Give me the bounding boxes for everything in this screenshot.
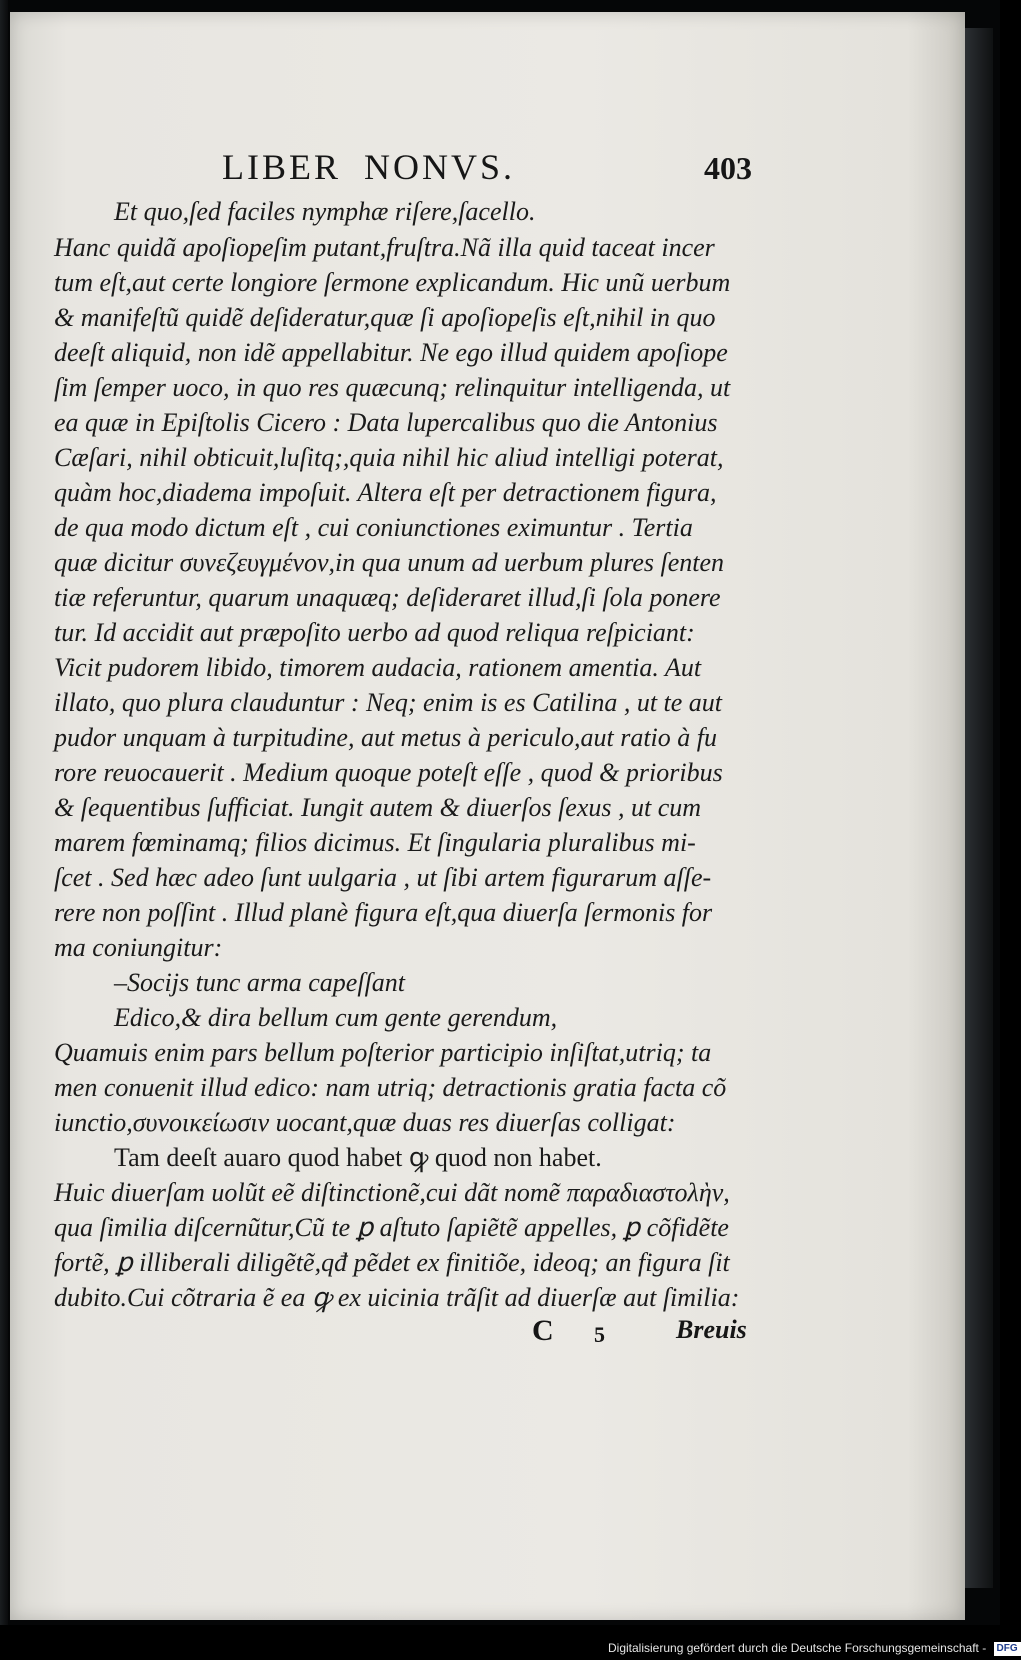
text-line: & manifeſtũ quidẽ deſideratur,quæ ſi apoſiopeſis eſt,nihil in quo bbox=[54, 303, 716, 332]
text-line: dubito.Cui cõtraria ẽ ea ꝙ ex uicinia trãſit ad diuerſæ aut ſimilia: bbox=[54, 1283, 740, 1312]
catchword: Breuis bbox=[676, 1315, 747, 1344]
text-line: ea quæ in Epiſtolis Cicero : Data lupercalibus quo die Antonius bbox=[54, 408, 718, 437]
verse-line: Edico,& dira bellum cum gente gerendum, bbox=[114, 1003, 558, 1032]
text-line: quæ dicitur συνεζευγμένον,in qua unum ad uerbum plures ſenten bbox=[54, 548, 725, 577]
text-line: Huic diuerſam uolũt eẽ diſtinctionẽ,cui dãt nomẽ παραδιαστολὴν, bbox=[54, 1178, 730, 1207]
text-line: fortẽ, ꝑ illiberali diligẽtẽ,qđ pẽdet ex finitiõe, ideoq; an figura ſit bbox=[54, 1248, 730, 1277]
text-line: rere non poſſint . Illud planè figura eſt,qua diuerſa ſermonis for bbox=[54, 898, 713, 927]
digitization-credit bbox=[608, 1638, 1018, 1658]
text-line: iunctio,συνοικείωσιν uocant,quæ duas res diuerſas colligat: bbox=[54, 1108, 676, 1137]
text-line: deeſt aliquid, non idẽ appellabitur. Ne ego illud quidem apoſiope bbox=[54, 338, 728, 367]
signature-mark: C bbox=[532, 1314, 554, 1347]
text-line: pudor unquam à turpitudine, aut metus à periculo,aut ratio à fu bbox=[54, 723, 717, 752]
text-line: Quamuis enim pars bellum poſterior participio inſiſtat,utriq; ta bbox=[54, 1038, 712, 1067]
quotation-line: Tam deeſt auaro quod habet ꝙ quod non habet. bbox=[114, 1143, 602, 1172]
text-line: tum eſt,aut certe longiore ſermone explicandum. Hic unũ uerbum bbox=[54, 268, 731, 297]
text-line: tiæ referuntur, quarum unaquæq; deſideraret illud,ſi ſola ponere bbox=[54, 583, 721, 612]
dfg-logo-icon: DFG bbox=[994, 1642, 1021, 1656]
text-line: qua ſimilia diſcernũtur,Cũ te ꝑ aſtuto ſapiẽtẽ appelles, ꝑ cõfidẽte bbox=[54, 1213, 729, 1242]
text-line: ſcet . Sed hæc adeo ſunt uulgaria , ut ſibi artem figurarum aſſe- bbox=[54, 863, 712, 892]
credit-text: Digitalisierung gefördert durch die Deutsche Forschungsgemeinschaft - bbox=[608, 1641, 987, 1655]
text-line: ma coniungitur: bbox=[54, 933, 223, 962]
text-line: Hanc quidã apoſiopeſim putant,fruſtra.Nã illa quid taceat incer bbox=[54, 233, 715, 262]
signature-number: 5 bbox=[594, 1322, 605, 1347]
running-head-word-1: LIBER bbox=[222, 147, 341, 187]
text-line: ſim ſemper uoco, in quo res quæcunq; relinquitur intelligenda, ut bbox=[54, 373, 731, 402]
text-line: rore reuocauerit . Medium quoque poteſt eſſe , quod & prioribus bbox=[54, 758, 723, 787]
text-line: Vicit pudorem libido, timorem audacia, rationem amentia. Aut bbox=[54, 653, 702, 682]
text-line: de qua modo dictum eſt , cui coniunctiones eximuntur . Tertia bbox=[54, 513, 693, 542]
text-line: men conuenit illud edico: nam utriq; detractionis gratia facta cõ bbox=[54, 1073, 727, 1102]
text-line: Et quo,ſed faciles nymphæ riſere,ſacello. bbox=[114, 197, 536, 226]
folio-number: 403 bbox=[704, 150, 752, 186]
text-line: marem fœminamq; filios dicimus. Et ſingularia pluralibus mi- bbox=[54, 828, 696, 857]
text-line: illato, quo plura clauduntur : Neq; enim is es Catilina , ut te aut bbox=[54, 688, 723, 717]
book-edge-shadow bbox=[965, 28, 993, 1588]
book-page bbox=[10, 12, 965, 1620]
text-line: quàm hoc,diadema impoſuit. Altera eſt per detractionem figura, bbox=[54, 478, 717, 507]
verse-line: –Socijs tunc arma capeſſant bbox=[114, 968, 406, 997]
running-head bbox=[222, 146, 758, 194]
text-line: & ſequentibus ſufficiat. Iungit autem & diuerſos ſexus , ut cum bbox=[54, 793, 702, 822]
binding-shadow bbox=[0, 0, 8, 1625]
running-head-word-2: NONVS. bbox=[364, 147, 516, 187]
text-line: tur. Id accidit aut præpoſito uerbo ad quod reliqua reſpiciant: bbox=[54, 618, 695, 647]
text-line: Cæſari, nihil obticuit,luſitq;,quia nihil hic aliud intelligi poterat, bbox=[54, 443, 724, 472]
